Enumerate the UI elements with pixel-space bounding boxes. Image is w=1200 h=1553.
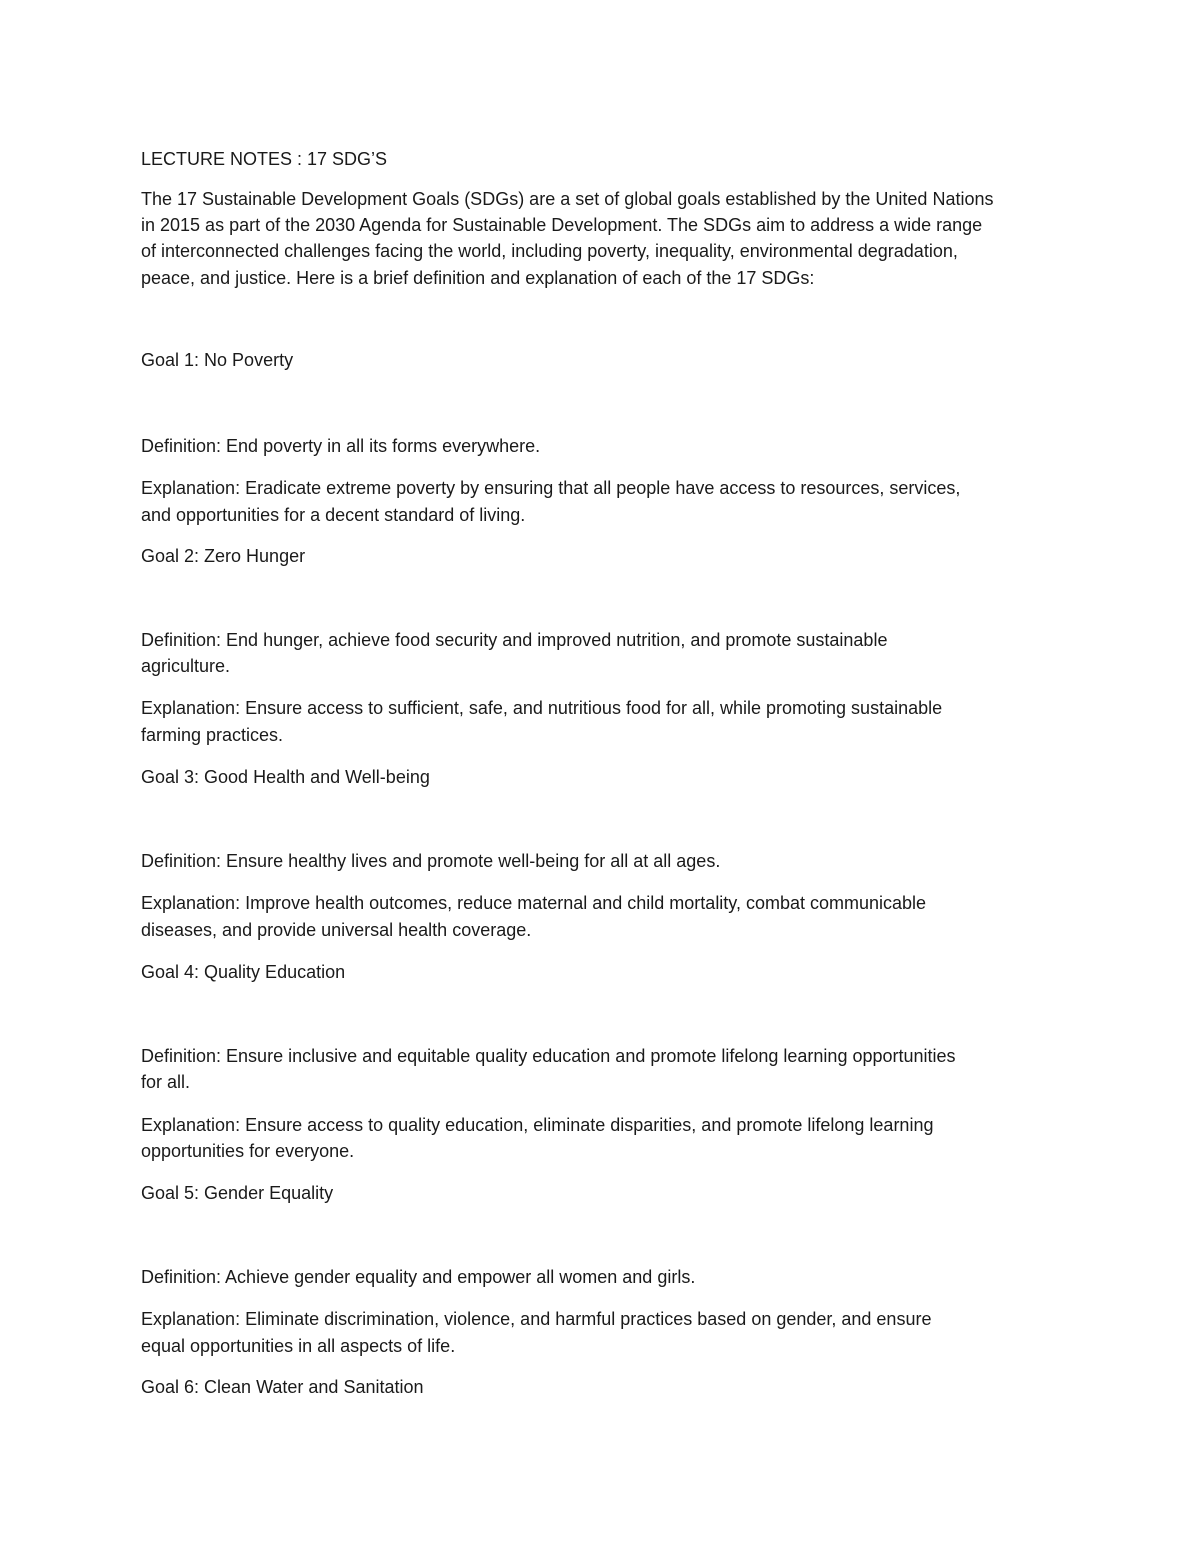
goal-heading: Goal 4: Quality Education [141,962,346,982]
goal-definition: Definition: Achieve gender equality and empower all women and girls. [141,1267,696,1287]
goal-heading: Goal 5: Gender Equality [141,1183,334,1203]
goal-explanation: Explanation: Eliminate discrimination, violence, and harmful practices based on gender, and ensure [141,1309,932,1329]
goal-explanation: equal opportunities in all aspects of life. [141,1336,456,1356]
goal-definition: Definition: End poverty in all its forms everywhere. [141,436,541,456]
goal-heading: Goal 1: No Poverty [141,350,294,370]
goal-definition: agriculture. [141,656,231,676]
goal-definition: Definition: Ensure inclusive and equitable quality education and promote lifelong learning opportunities [141,1046,956,1066]
goal-heading: Goal 3: Good Health and Well-being [141,767,430,787]
goal-explanation: Explanation: Ensure access to quality education, eliminate disparities, and promote lifelong learning [141,1115,934,1135]
goal-definition: Definition: End hunger, achieve food security and improved nutrition, and promote sustainable [141,630,888,650]
goal-explanation: Explanation: Eradicate extreme poverty by ensuring that all people have access to resources, services, [141,478,961,498]
intro-line: peace, and justice. Here is a brief definition and explanation of each of the 17 SDGs: [141,268,815,288]
goal-heading: Goal 6: Clean Water and Sanitation [141,1377,424,1397]
intro-line: in 2015 as part of the 2030 Agenda for Sustainable Development. The SDGs aim to address a wide range [141,215,983,235]
goal-explanation: and opportunities for a decent standard of living. [141,505,526,525]
goal-definition: Definition: Ensure healthy lives and promote well-being for all at all ages. [141,851,721,871]
goal-heading: Goal 2: Zero Hunger [141,546,306,566]
goal-explanation: Explanation: Improve health outcomes, reduce maternal and child mortality, combat communicable [141,893,927,913]
document-title: LECTURE NOTES : 17 SDG’S [141,149,388,169]
goal-explanation: farming practices. [141,725,284,745]
goal-definition: for all. [141,1072,191,1092]
intro-line: The 17 Sustainable Development Goals (SDGs) are a set of global goals established by the United Nations [141,189,994,209]
goal-explanation: opportunities for everyone. [141,1141,355,1161]
intro-line: of interconnected challenges facing the world, including poverty, inequality, environmental degradation, [141,241,958,261]
goal-explanation: Explanation: Ensure access to sufficient, safe, and nutritious food for all, while promoting sustainable [141,698,943,718]
goal-explanation: diseases, and provide universal health coverage. [141,920,532,940]
